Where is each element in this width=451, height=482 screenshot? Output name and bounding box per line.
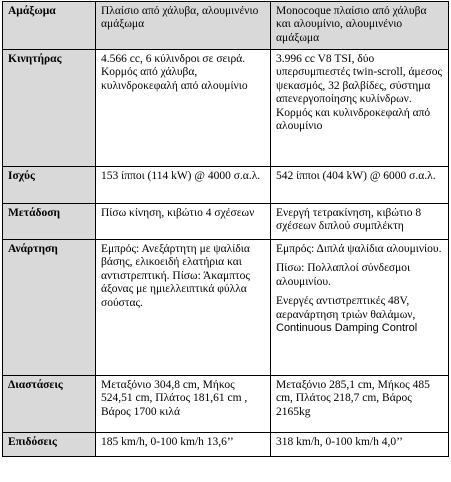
table-row-dimensions: [3, 376, 449, 433]
row-label-dimensions: Διαστάσεις: [3, 376, 96, 433]
cell-suspension-car2: [271, 240, 449, 376]
cell-body-car1: Πλαίσιο από χάλυβα, αλουμινένιο αμάξωμα: [96, 2, 271, 50]
table-row-performance: [3, 433, 449, 457]
suspension-rear-text: Πίσω: Πολλαπλοί σύνδεσμοι αλουμινίου.: [276, 262, 411, 288]
cell-engine-car1: 4.566 cc, 6 κύλινδροι σε σειρά. Κορμός από χάλυβα, κυλινδροκεφαλή από αλουμίνιο: [96, 50, 271, 167]
row-label-power: Ισχύς: [3, 167, 96, 204]
cell-body-car2: Monocoque πλαίσιο από χάλυβα και αλουμίνιο, αλουμινένιο αμάξωμα: [271, 2, 449, 50]
spec-table-container: [2, 1, 448, 457]
cell-dimensions-car2: Μεταξόνιο 285,1 cm, Μήκος 485 cm, Πλάτος 218,7 cm, Βάρος 2165kg: [271, 376, 449, 433]
cell-transmission-car1: Πίσω κίνηση, κιβώτιο 4 σχέσεων: [96, 204, 271, 240]
cell-transmission-car2: Ενεργή τετρακίνηση, κιβώτιο 8 σχέσεων διπλού συμπλέκτη: [271, 204, 449, 240]
cell-engine-car2: 3.996 cc V8 TSI, δύο υπερσυμπιεστές twin-scroll, άμεσος ψεκασμός, 32 βαλβίδες, σύστημα απενεργοποίησης κυλίνδρων. Κορμός και κυλινδροκεφαλή από αλουμίνιο: [271, 50, 449, 167]
suspension-active-text: [276, 295, 443, 335]
table-row-power: [3, 167, 449, 204]
spec-comparison-table: [2, 1, 449, 457]
suspension-damping-control: Continuous Damping Control: [276, 322, 418, 335]
suspension-front-text: Εμπρός: Διπλά ψαλίδια αλουμινίου.: [276, 243, 442, 255]
suspension-active-systems: Ενεργές αντιστρεπτικές 48V, αερανάρτηση τριών θαλάμων,: [276, 295, 416, 321]
row-label-transmission: Μετάδοση: [3, 204, 96, 240]
row-label-body: Αμάξωμα: [3, 2, 96, 50]
cell-dimensions-car1: Μεταξόνιο 304,8 cm, Μήκος 524,51 cm, Πλάτος 181,61 cm , Βάρος 1700 κιλά: [96, 376, 271, 433]
cell-power-car2: 542 ίπποι (404 kW) @ 6000 σ.α.λ.: [271, 167, 449, 204]
cell-performance-car1: 185 km/h, 0-100 km/h 13,6’’: [96, 433, 271, 457]
row-label-performance: Επιδόσεις: [3, 433, 96, 457]
table-row-body: [3, 2, 449, 50]
cell-suspension-car1: Εμπρός: Ανεξάρτητη με ψαλίδια βάσης, ελικοειδή ελατήρια και αντιστρεπτική. Πίσω: Άκαμπτος άξονας με ημιελλειπτικά φύλλα σούστας.: [96, 240, 271, 376]
row-label-engine: Κινητήρας: [3, 50, 96, 167]
cell-performance-car2: 318 km/h, 0-100 km/h 4,0’’: [271, 433, 449, 457]
table-row-transmission: [3, 204, 449, 240]
cell-power-car1: 153 ίπποι (114 kW) @ 4000 σ.α.λ.: [96, 167, 271, 204]
row-label-suspension: Ανάρτηση: [3, 240, 96, 376]
table-row-suspension: [3, 240, 449, 376]
table-row-engine: [3, 50, 449, 167]
